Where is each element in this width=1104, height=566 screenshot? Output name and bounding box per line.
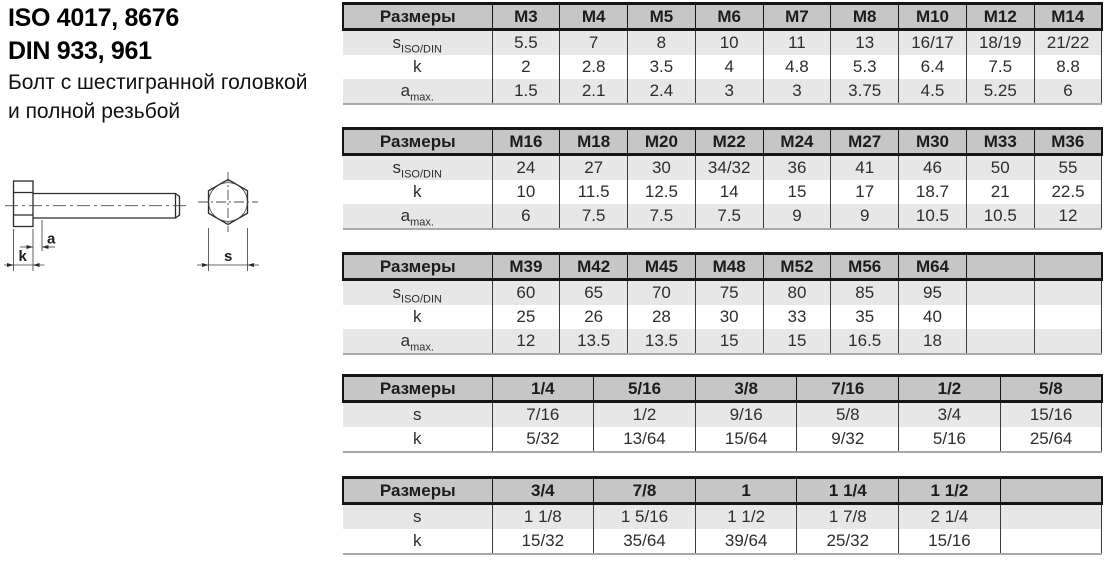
- size-column-header: [1034, 254, 1102, 280]
- value-cell: 28: [628, 305, 696, 329]
- value-cell: 13.5: [560, 329, 628, 354]
- size-column-header: M52: [763, 254, 831, 280]
- value-cell: 2: [492, 55, 560, 79]
- value-cell: 9: [831, 204, 899, 229]
- standard-din: DIN 933, 961: [8, 37, 152, 65]
- metric-sizes-table-m16-m36: [342, 127, 1103, 230]
- value-cell: 33: [763, 305, 831, 329]
- value-cell: [1000, 504, 1102, 530]
- value-cell: 27: [560, 155, 628, 181]
- row-label-cell: $s_{ISO/DIN}$: [343, 155, 492, 181]
- row-label-cell: k: [343, 529, 492, 554]
- size-column-header: 3/4: [492, 478, 594, 504]
- value-cell: 10: [492, 180, 560, 204]
- value-cell: 3: [695, 79, 763, 104]
- value-cell: 15: [763, 180, 831, 204]
- value-cell: 16.5: [831, 329, 899, 354]
- value-cell: 1 5/16: [594, 504, 696, 530]
- header-row: [343, 376, 1102, 402]
- table-row: [343, 155, 1102, 181]
- value-cell: 30: [628, 155, 696, 181]
- value-cell: 9/32: [797, 427, 899, 452]
- size-column-header: M56: [831, 254, 899, 280]
- value-cell: 50: [966, 155, 1034, 181]
- value-cell: 15/32: [492, 529, 594, 554]
- value-cell: 9/16: [695, 402, 797, 428]
- value-cell: 7.5: [560, 204, 628, 229]
- size-column-header: M64: [899, 254, 967, 280]
- metric-sizes-table-m39-m64: [342, 252, 1103, 355]
- size-column-header: M30: [899, 129, 967, 155]
- value-cell: 85: [831, 280, 899, 306]
- value-cell: 7/16: [492, 402, 594, 428]
- value-cell: 13.5: [628, 329, 696, 354]
- value-cell: 1 7/8: [797, 504, 899, 530]
- value-cell: 12: [492, 329, 560, 354]
- size-column-header: 1/2: [899, 376, 1001, 402]
- row-label-cell: k: [343, 180, 492, 204]
- row-label-cell: k: [343, 305, 492, 329]
- value-cell: 30: [695, 305, 763, 329]
- value-cell: 13: [831, 30, 899, 56]
- size-column-header: M12: [966, 4, 1034, 30]
- dim-label-k: k: [18, 248, 27, 265]
- header-row: [343, 129, 1102, 155]
- value-cell: 18: [899, 329, 967, 354]
- row-label-cell: $a_{max.}$: [343, 79, 492, 104]
- value-cell: 6.4: [899, 55, 967, 79]
- value-cell: 12.5: [628, 180, 696, 204]
- row-label-cell: k: [343, 427, 492, 452]
- value-cell: 15/16: [899, 529, 1001, 554]
- value-cell: 80: [763, 280, 831, 306]
- value-cell: [1034, 280, 1102, 306]
- value-cell: 13/64: [594, 427, 696, 452]
- value-cell: 40: [899, 305, 967, 329]
- value-cell: [966, 329, 1034, 354]
- value-cell: 3: [763, 79, 831, 104]
- dim-label-s: s: [224, 248, 233, 265]
- size-column-header: M4: [560, 4, 628, 30]
- value-cell: 4.5: [899, 79, 967, 104]
- size-column-header: M8: [831, 4, 899, 30]
- size-column-header: 1: [695, 478, 797, 504]
- row-label-cell: $s_{ISO/DIN}$: [343, 30, 492, 56]
- value-cell: [1034, 305, 1102, 329]
- value-cell: 15: [695, 329, 763, 354]
- value-cell: 5.25: [966, 79, 1034, 104]
- dimension-s: [197, 228, 259, 271]
- dimensions-title-cell: Размеры: [343, 129, 492, 155]
- value-cell: 35: [831, 305, 899, 329]
- size-column-header: M24: [763, 129, 831, 155]
- value-cell: 25/32: [797, 529, 899, 554]
- value-cell: 8.8: [1034, 55, 1102, 79]
- value-cell: 15: [763, 329, 831, 354]
- table-row: [343, 329, 1102, 354]
- value-cell: 5/8: [797, 402, 899, 428]
- value-cell: 1 1/8: [492, 504, 594, 530]
- row-label-cell: $a_{max.}$: [343, 329, 492, 354]
- size-column-header: 3/8: [695, 376, 797, 402]
- size-column-header: 5/8: [1000, 376, 1102, 402]
- table-row: [343, 30, 1102, 56]
- value-cell: 1.5: [492, 79, 560, 104]
- value-cell: [966, 280, 1034, 306]
- value-cell: 5/16: [899, 427, 1001, 452]
- value-cell: 7.5: [695, 204, 763, 229]
- header-row: [343, 478, 1102, 504]
- size-column-header: M22: [695, 129, 763, 155]
- value-cell: 5.5: [492, 30, 560, 56]
- table-row: [343, 504, 1102, 530]
- dimensions-title-cell: Размеры: [343, 478, 492, 504]
- size-column-header: M39: [492, 254, 560, 280]
- dim-label-a: a: [47, 230, 56, 248]
- row-label-cell: k: [343, 55, 492, 79]
- value-cell: 18/19: [966, 30, 1034, 56]
- value-cell: 14: [695, 180, 763, 204]
- standard-iso: ISO 4017, 8676: [8, 4, 179, 32]
- inch-sizes-table-3-4-to-1-5: [342, 476, 1103, 555]
- bolt-side-view: [5, 181, 189, 227]
- row-label-cell: s: [343, 402, 492, 428]
- value-cell: 16/17: [899, 30, 967, 56]
- size-column-header: M27: [831, 129, 899, 155]
- value-cell: 10: [695, 30, 763, 56]
- value-cell: 55: [1034, 155, 1102, 181]
- value-cell: 6: [492, 204, 560, 229]
- size-column-header: 7/8: [594, 478, 696, 504]
- value-cell: 12: [1034, 204, 1102, 229]
- description-line1: Болт с шестигранной головкой: [8, 71, 308, 94]
- size-column-header: M7: [763, 4, 831, 30]
- value-cell: 22.5: [1034, 180, 1102, 204]
- size-column-header: M20: [628, 129, 696, 155]
- table-row: [343, 204, 1102, 229]
- size-column-header: M36: [1034, 129, 1102, 155]
- dimensions-title-cell: Размеры: [343, 376, 492, 402]
- value-cell: 11.5: [560, 180, 628, 204]
- value-cell: 24: [492, 155, 560, 181]
- table-row: [343, 427, 1102, 452]
- value-cell: 2.1: [560, 79, 628, 104]
- value-cell: 21/22: [1034, 30, 1102, 56]
- table-row: [343, 402, 1102, 428]
- size-column-header: 7/16: [797, 376, 899, 402]
- value-cell: 34/32: [695, 155, 763, 181]
- bolt-head-view: [198, 172, 258, 232]
- value-cell: 65: [560, 280, 628, 306]
- value-cell: 9: [763, 204, 831, 229]
- value-cell: 5.3: [831, 55, 899, 79]
- header-row: [343, 4, 1102, 30]
- table-row: [343, 305, 1102, 329]
- size-column-header: 1 1/2: [899, 478, 1001, 504]
- dimensions-title-cell: Размеры: [343, 254, 492, 280]
- value-cell: 7.5: [966, 55, 1034, 79]
- value-cell: 35/64: [594, 529, 696, 554]
- value-cell: 1/2: [594, 402, 696, 428]
- value-cell: 26: [560, 305, 628, 329]
- table-row: [343, 280, 1102, 306]
- value-cell: 2.8: [560, 55, 628, 79]
- size-column-header: [966, 254, 1034, 280]
- size-column-header: M48: [695, 254, 763, 280]
- table-row: [343, 55, 1102, 79]
- metric-sizes-table-m3-m14: [342, 2, 1103, 105]
- value-cell: 3.75: [831, 79, 899, 104]
- size-column-header: M18: [560, 129, 628, 155]
- size-column-header: M3: [492, 4, 560, 30]
- size-column-header: M16: [492, 129, 560, 155]
- value-cell: 17: [831, 180, 899, 204]
- value-cell: 18.7: [899, 180, 967, 204]
- value-cell: 60: [492, 280, 560, 306]
- size-column-header: M6: [695, 4, 763, 30]
- row-label-cell: $s_{ISO/DIN}$: [343, 280, 492, 306]
- dimension-k: [4, 229, 45, 271]
- value-cell: 6: [1034, 79, 1102, 104]
- table-row: [343, 180, 1102, 204]
- value-cell: 11: [763, 30, 831, 56]
- size-column-header: [1000, 478, 1102, 504]
- value-cell: 41: [831, 155, 899, 181]
- value-cell: 21: [966, 180, 1034, 204]
- value-cell: 95: [899, 280, 967, 306]
- value-cell: 4.8: [763, 55, 831, 79]
- size-column-header: M42: [560, 254, 628, 280]
- size-column-header: M10: [899, 4, 967, 30]
- value-cell: 7.5: [628, 204, 696, 229]
- value-cell: 46: [899, 155, 967, 181]
- size-column-header: M5: [628, 4, 696, 30]
- value-cell: 15/64: [695, 427, 797, 452]
- value-cell: 75: [695, 280, 763, 306]
- value-cell: 10.5: [966, 204, 1034, 229]
- size-column-header: M33: [966, 129, 1034, 155]
- value-cell: [1034, 329, 1102, 354]
- value-cell: 25: [492, 305, 560, 329]
- value-cell: 10.5: [899, 204, 967, 229]
- row-label-cell: $a_{max.}$: [343, 204, 492, 229]
- value-cell: 3.5: [628, 55, 696, 79]
- value-cell: 4: [695, 55, 763, 79]
- value-cell: 7: [560, 30, 628, 56]
- dimensions-title-cell: Размеры: [343, 4, 492, 30]
- size-column-header: M45: [628, 254, 696, 280]
- value-cell: 39/64: [695, 529, 797, 554]
- size-column-header: 5/16: [594, 376, 696, 402]
- value-cell: 1 1/2: [695, 504, 797, 530]
- bolt-technical-drawing: [0, 168, 300, 286]
- value-cell: 25/64: [1000, 427, 1102, 452]
- value-cell: 70: [628, 280, 696, 306]
- size-column-header: 1 1/4: [797, 478, 899, 504]
- value-cell: 36: [763, 155, 831, 181]
- value-cell: [1000, 529, 1102, 554]
- table-row: [343, 529, 1102, 554]
- value-cell: 2 1/4: [899, 504, 1001, 530]
- description-line2: и полной резьбой: [8, 100, 181, 123]
- row-label-cell: s: [343, 504, 492, 530]
- value-cell: 2.4: [628, 79, 696, 104]
- inch-sizes-table-quarter-to-5-8: [342, 374, 1103, 453]
- header-row: [343, 254, 1102, 280]
- table-row: [343, 79, 1102, 104]
- size-column-header: M14: [1034, 4, 1102, 30]
- value-cell: 8: [628, 30, 696, 56]
- size-column-header: 1/4: [492, 376, 594, 402]
- value-cell: 15/16: [1000, 402, 1102, 428]
- value-cell: 5/32: [492, 427, 594, 452]
- doc-header: [8, 2, 307, 126]
- value-cell: [966, 305, 1034, 329]
- value-cell: 3/4: [899, 402, 1001, 428]
